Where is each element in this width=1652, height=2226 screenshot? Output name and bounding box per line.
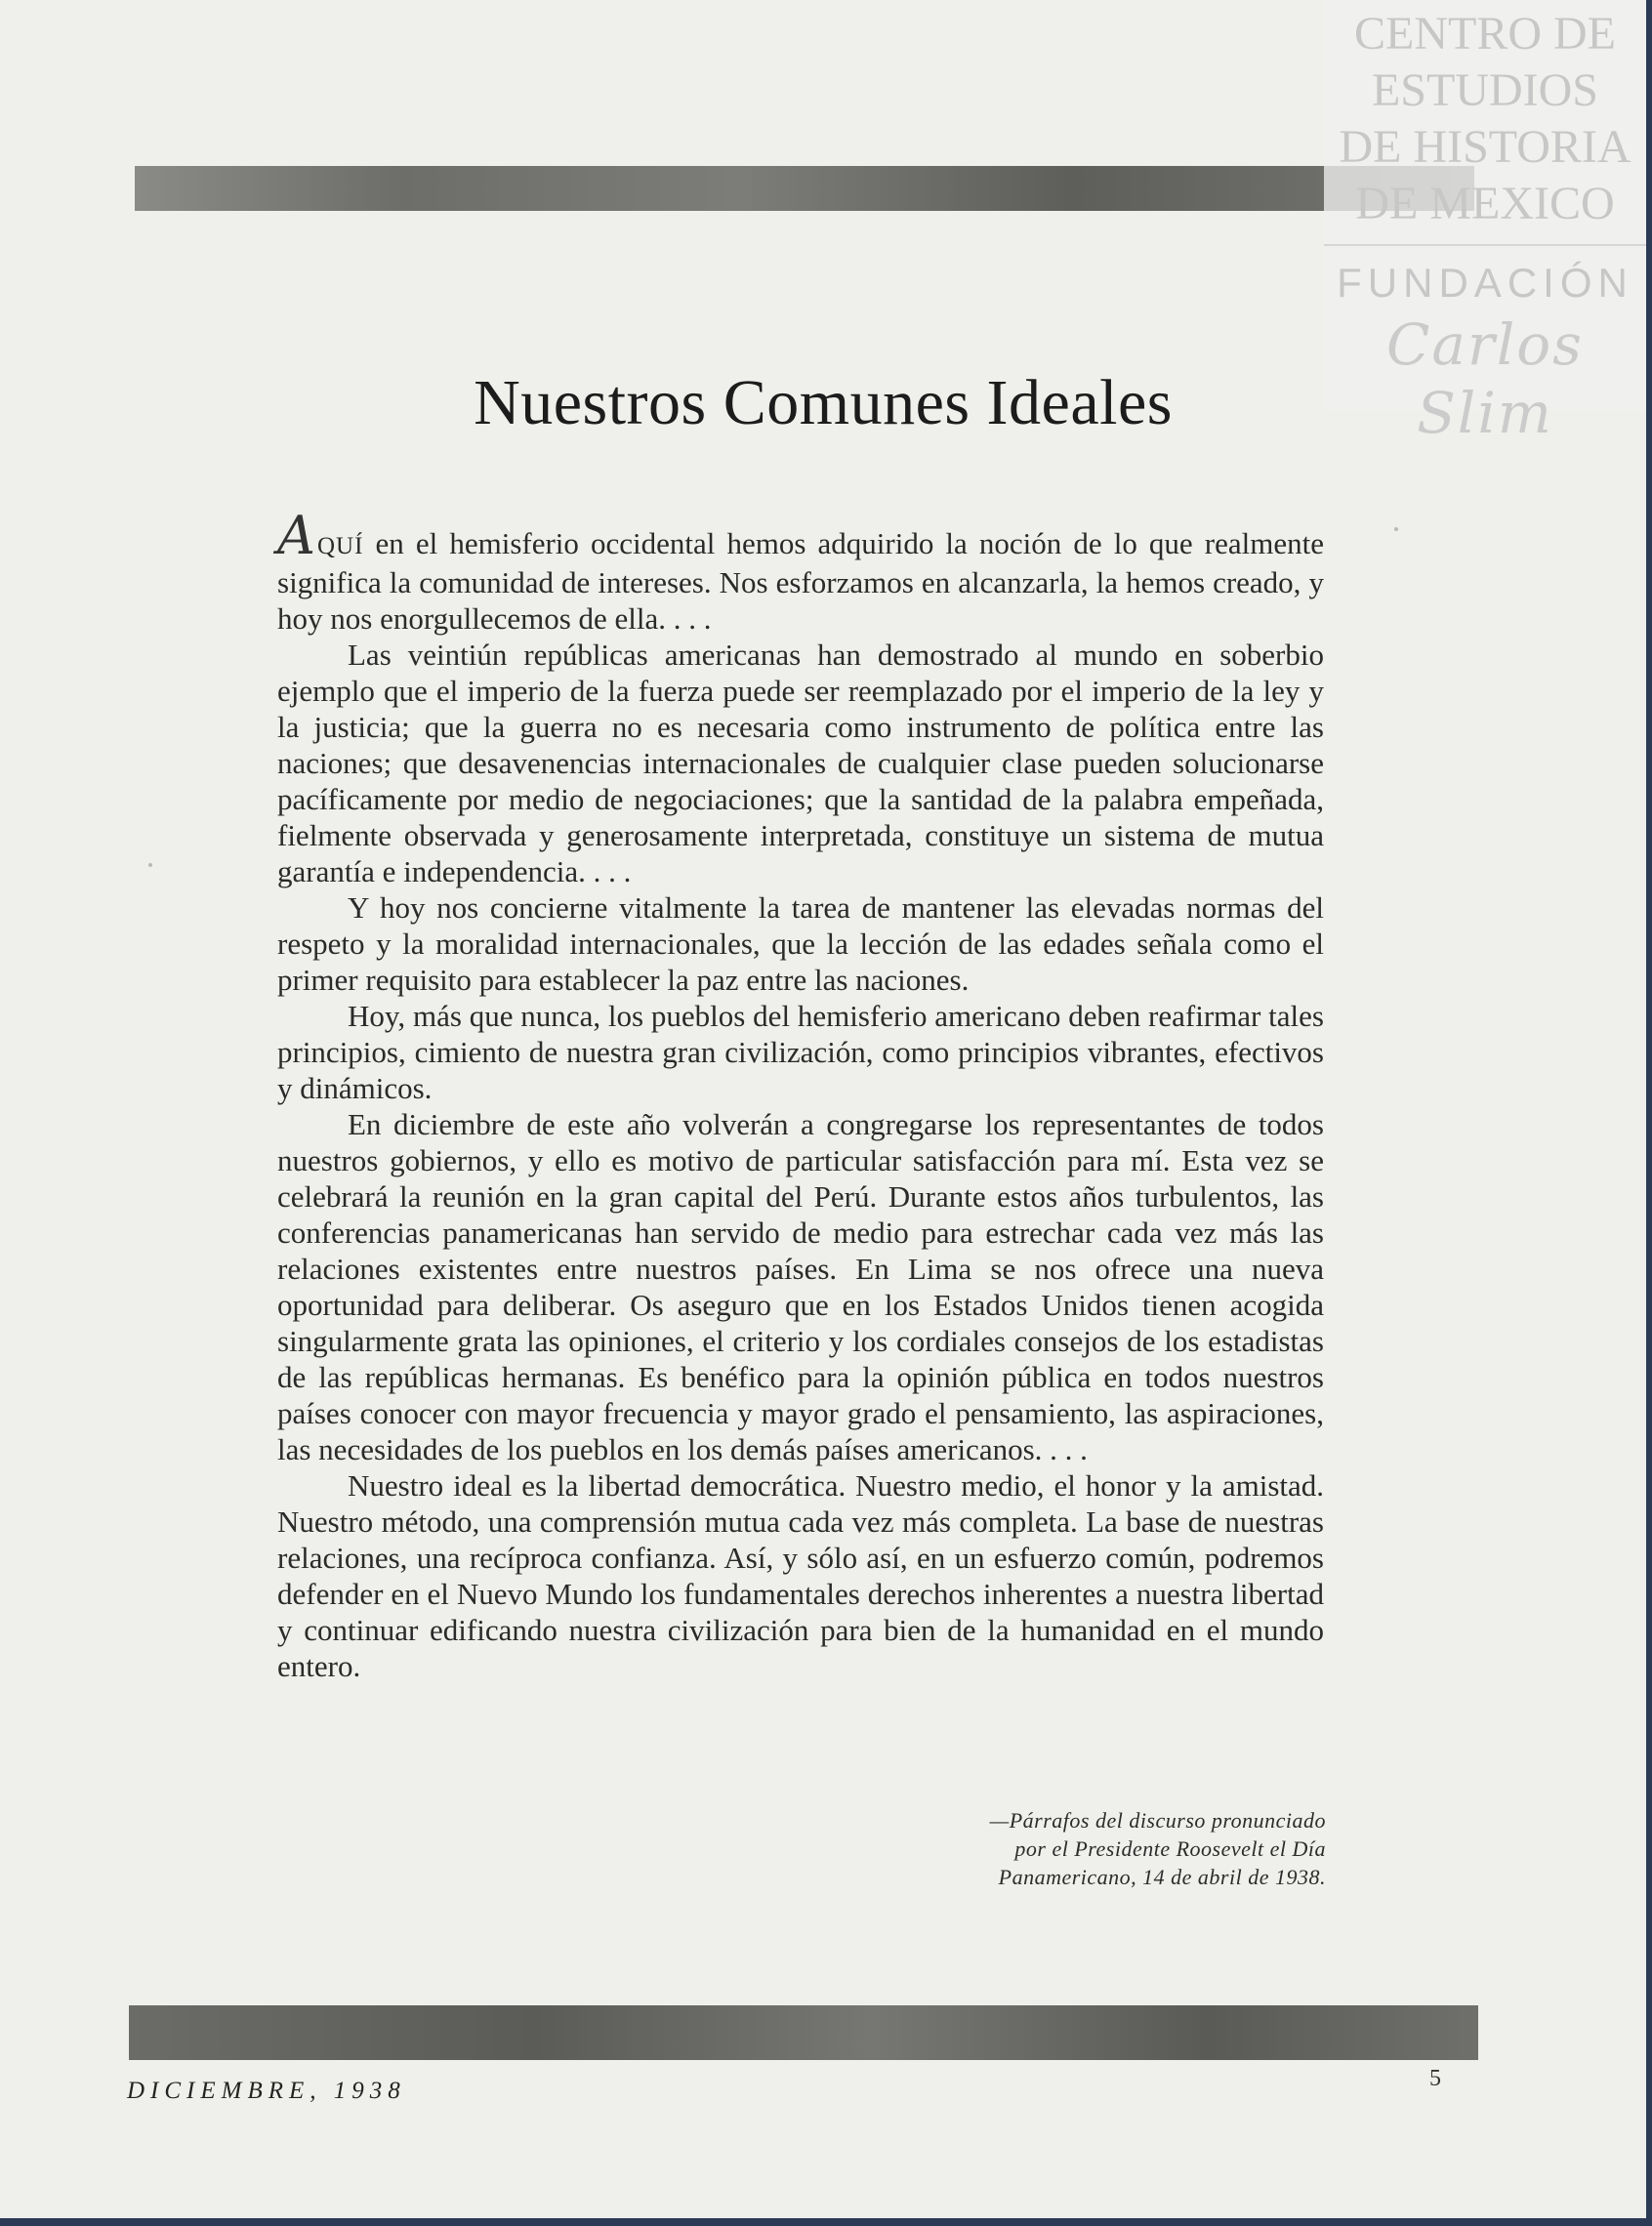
article-title: Nuestros Comunes Ideales xyxy=(474,367,1173,438)
article-paragraph xyxy=(277,505,1324,637)
article-paragraph: Hoy, más que nunca, los pueblos del hemisferio americano deben reafirmar tales principios, cimiento de nuestra gran civilización, como principios vibrantes, efectivos y dinámicos. xyxy=(277,999,1324,1105)
top-decorative-rule xyxy=(135,166,1474,211)
article-paragraph: Las veintiún repúblicas americanas han demostrado al mundo en soberbio ejemplo que el imperio de la fuerza puede ser reemplazado por el imperio de la ley y la justicia; que la guerra no es necesaria como instrumento de política entre las naciones; que desavenencias internacionales de cualquier clase pueden solucionarse pacíficamente por medio de negociaciones; que la santidad de la palabra empeñada, fielmente observada y generosamente interpretada, constituye un sistema de mutua garantía e independencia. . . . xyxy=(277,638,1324,888)
watermark-fundacion: FUNDACIÓN xyxy=(1337,260,1633,306)
bottom-decorative-rule xyxy=(129,2005,1478,2060)
footer-date: DICIEMBRE, 1938 xyxy=(127,2078,406,2104)
source-line: Panamericano, 14 de abril de 1938. xyxy=(998,1865,1326,1889)
source-attribution xyxy=(859,1806,1326,1891)
paper-speck xyxy=(1394,527,1398,531)
watermark-signature: Carlos Slim xyxy=(1386,311,1584,446)
source-line: —Párrafos del discurso pronunciado xyxy=(989,1808,1326,1833)
watermark-line: CENTRO DE xyxy=(1354,8,1616,60)
article-paragraph: Nuestro ideal es la libertad democrática. Nuestro medio, el honor y la amistad. Nuestro método, una comprensión mutua cada vez más completa. La base de nuestras relaciones, una recíproca confianza. Así, y sólo así, en un esfuerzo común, podremos defender en el Nuevo Mundo los fundamentales derechos inherentes a nuestra libertad y continuar edificando nuestra civilización para bien de la humanidad en el mundo entero. xyxy=(277,1468,1324,1683)
article-paragraph: En diciembre de este año volverán a congregarse los representantes de todos nuestros gobiernos, y ello es motivo de particular satisfacción para mí. Esta vez se celebrará la reunión en la gran capital del Perú. Durante estos años turbulentos, las conferencias panamericanas han servido de medio para estrechar cada vez más las relaciones existentes entre nuestros países. En Lima se nos ofrece una nueva oportunidad para deliberar. Os aseguro que en los Estados Unidos tienen acogida singularmente grata las opiniones, el criterio y los cordiales consejos de los estadistas de las repúblicas hermanas. Es benéfico para la opinión pública en todos nuestros países conocer con mayor frecuencia y mayor grado el pensamiento, las aspiraciones, las necesidades de los pueblos en los demás países americanos. . . . xyxy=(277,1107,1324,1466)
watermark-divider xyxy=(1324,244,1646,246)
source-line: por el Presidente Roosevelt el Día xyxy=(1014,1836,1326,1861)
small-caps-lead: QUÍ xyxy=(317,533,364,559)
drop-cap: A xyxy=(277,505,315,566)
article-paragraph: Y hoy nos concierne vitalmente la tarea de mantener las elevadas normas del respeto y la moralidad internacionales, que la lección de las edades señala como el primer requisito para establecer la paz entre las naciones. xyxy=(277,890,1324,997)
watermark-line: DE MEXICO xyxy=(1355,178,1615,229)
watermark-line: ESTUDIOS xyxy=(1371,64,1598,116)
paper-speck xyxy=(148,863,152,867)
article-body xyxy=(277,505,1324,1684)
archive-watermark xyxy=(1324,0,1646,446)
page-number: 5 xyxy=(1429,2066,1441,2091)
paragraph-text: en el hemisferio occidental hemos adquirido la noción de lo que realmente significa la comunidad de intereses. Nos esforzamos en alcanzarla, la hemos creado, y hoy nos enorgullecemos de ella. . . . xyxy=(277,526,1324,636)
watermark-line: DE HISTORIA xyxy=(1339,121,1631,173)
